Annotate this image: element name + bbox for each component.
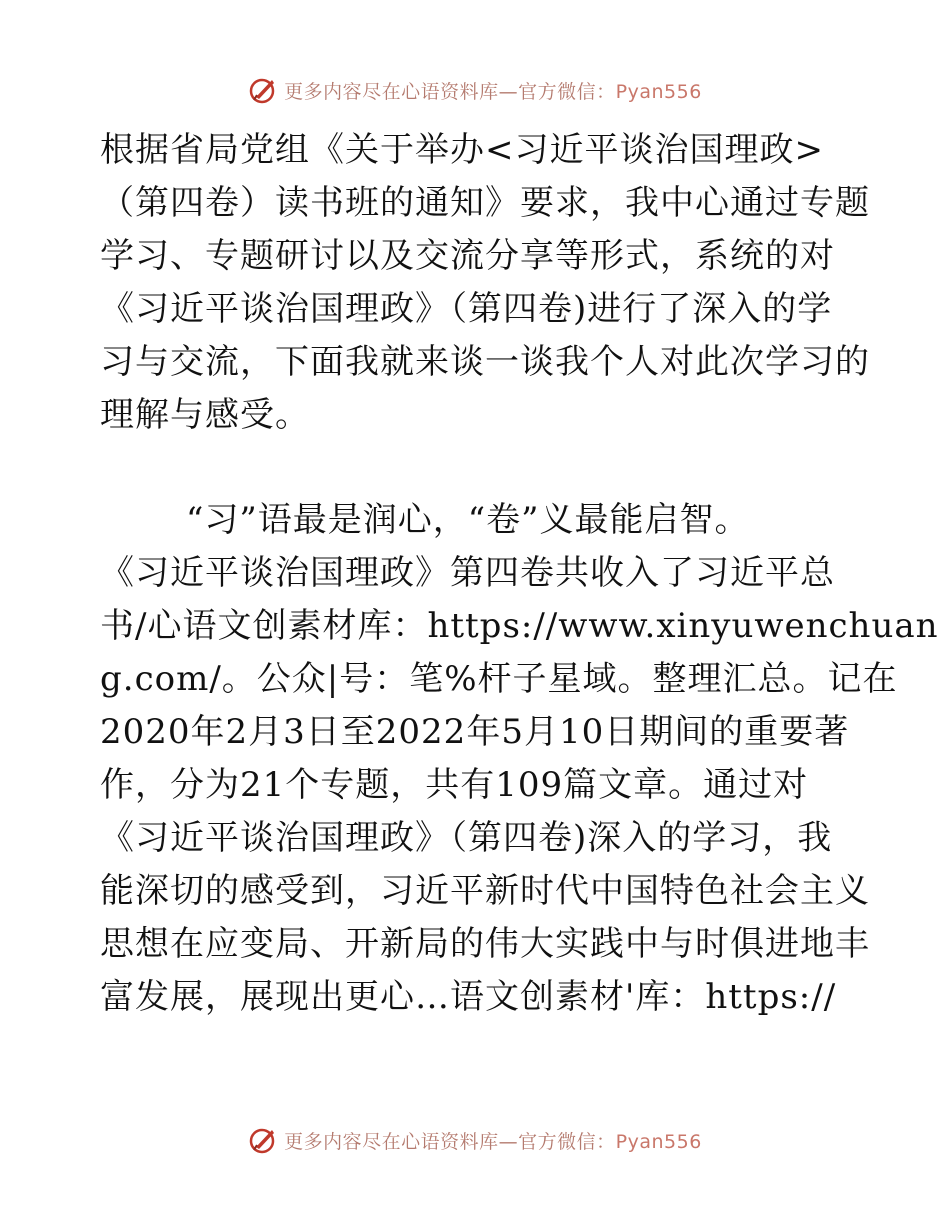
text-line: 富发展，展现出更心…语文创素材'库：https:// bbox=[100, 977, 837, 1017]
watermark-text: 更多内容尽在心语资料库—官方微信：Pyan556 bbox=[284, 80, 702, 103]
text-line: 学习、专题研讨以及交流分享等形式，系统的对 bbox=[100, 236, 835, 276]
quill-logo-icon bbox=[248, 75, 278, 105]
text-line: （第四卷）读书班的通知》要求，我中心通过专题 bbox=[100, 183, 870, 223]
text-line: 思想在应变局、开新局的伟大实践中与时俱进地丰 bbox=[100, 924, 870, 964]
quill-logo-icon bbox=[248, 1125, 278, 1155]
text-line: 作，分为21个专题，共有109篇文章。通过对 bbox=[100, 765, 809, 805]
wechat-id: Pyan556 bbox=[615, 1130, 702, 1153]
text-line: 2020年2月3日至2022年5月10日期间的重要著 bbox=[100, 712, 850, 752]
watermark-text: 更多内容尽在心语资料库—官方微信：Pyan556 bbox=[284, 1130, 702, 1153]
text-line: 《习近平谈治国理政》（第四卷)进行了深入的学 bbox=[100, 289, 833, 329]
text-line: g.com/。公众|号：笔%杆子星域。整理汇总。记在 bbox=[100, 659, 898, 699]
text-line: 《习近平谈治国理政》第四卷共收入了习近平总 bbox=[100, 553, 835, 593]
header-watermark bbox=[0, 72, 950, 108]
paragraph-2 bbox=[100, 494, 939, 1024]
text-line: 能深切的感受到，习近平新时代中国特色社会主义 bbox=[100, 871, 870, 911]
text-line: 《习近平谈治国理政》（第四卷)深入的学习，我 bbox=[100, 818, 833, 858]
text-line: 根据省局党组《关于举办<习近平谈治国理政> bbox=[100, 130, 824, 170]
paragraph-1 bbox=[100, 124, 870, 442]
text-line: 书/心语文创素材库：https://www.xinyuwenchuan bbox=[100, 606, 939, 646]
text-line: 习与交流，下面我就来谈一谈我个人对此次学习的 bbox=[100, 342, 870, 382]
footer-watermark bbox=[0, 1122, 950, 1158]
text-line: “习”语最是润心，“卷”义最能启智。 bbox=[186, 500, 750, 540]
text-line: 理解与感受。 bbox=[100, 395, 310, 435]
wechat-id: Pyan556 bbox=[615, 80, 702, 103]
